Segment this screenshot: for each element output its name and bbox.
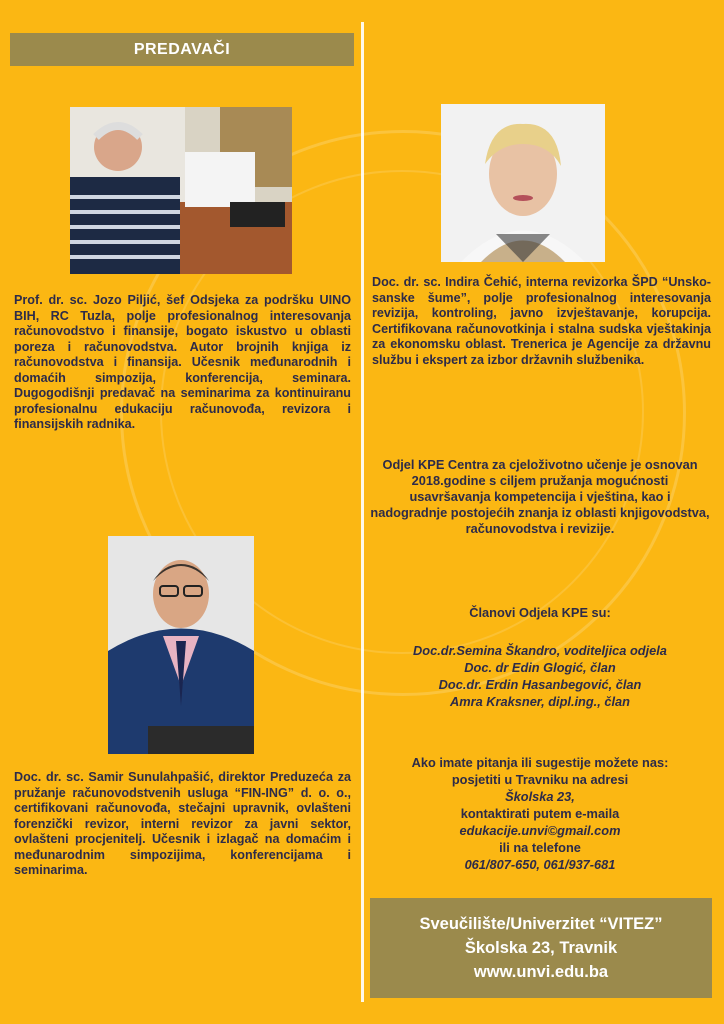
lecturer-bio-sunulahpasic <box>14 770 351 879</box>
members-list <box>370 642 710 710</box>
contact-info <box>370 754 710 873</box>
column-divider <box>361 22 364 1002</box>
members-title-text: Članovi Odjela KPE su: <box>469 605 611 620</box>
contact-line: kontaktirati putem e-maila <box>460 806 620 821</box>
contact-line: ili na telefone <box>499 840 581 855</box>
footer-box <box>370 898 712 998</box>
lecturer-bio-piljic <box>14 293 351 433</box>
member-item: Amra Kraksner, dipl.ing., član <box>450 694 630 709</box>
footer-address: Školska 23, Travnik <box>464 939 618 957</box>
lecturer-photo-piljic <box>70 107 292 274</box>
contact-line: Ako imate pitanja ili sugestije možete nas: <box>411 755 669 770</box>
footer-website-link[interactable]: www.unvi.edu.ba <box>473 963 609 981</box>
member-item: Doc.dr.Semina Škandro, voditeljica odjela <box>413 643 667 658</box>
page-title <box>10 33 354 66</box>
contact-phones: 061/807-650, 061/937-681 <box>464 857 616 872</box>
contact-address: Školska 23, <box>505 789 575 804</box>
member-item: Doc. dr Edin Glogić, član <box>464 660 616 675</box>
lecturer-photo-sunulahpasic <box>108 536 254 754</box>
department-intro <box>370 457 710 537</box>
footer-university-name: Sveučilište/Univerzitet “VITEZ” <box>419 915 663 933</box>
member-item: Doc.dr. Erdin Hasanbegović, član <box>438 677 642 692</box>
contact-line: posjetiti u Travniku na adresi <box>451 772 629 787</box>
contact-email[interactable]: edukacije.unvi©gmail.com <box>459 823 621 838</box>
lecturer-bio-text: Doc. dr. sc. Samir Sunulahpašić, direktor Preduzeća za pružanje računovodstvenih usluga “FIN-ING” d. o. o., certifikovani računovođa, stečajni upravnik, ovlašteni forenzički revizor, interni revizor za javni sektor, ovlašteni procjenitelj. Učesnik i izlagač na domaćim i međunarodnim simpozijima, konferencijama i seminarima. <box>14 770 351 877</box>
lecturer-photo-cehic <box>441 104 605 262</box>
lecturer-bio-cehic <box>372 275 711 368</box>
lecturer-bio-text: Prof. dr. sc. Jozo Piljić, šef Odsjeka za podršku UINO BIH, RC Tuzla, polje profesionalnog interesovanja računovodstvo i finansije, bogato iskustvo u oblasti poreza i računovodstva. Autor brojnih knjiga iz računovodstva i finansija. Učesnik međunarodnih i domaćih simpozija, konferencija, seminara. Dugogodišnji predavač na seminarima za kontinuiranu profesionalnu edukaciju računovođa, revizora i finansijskih radnika. <box>14 293 351 431</box>
page-title-text: PREDAVAČI <box>133 40 231 58</box>
lecturer-bio-text: Doc. dr. sc. Indira Čehić, interna revizorka ŠPD “Unsko-sanske šume”, polje profesionalnog interesovanja revizija, kontroling, javno izvještavanje, korupcija. Certifikovana računovotkinja i stalna sudska vještakinja za ekonomsku oblast. Trenerica je Agencije za državnu službu i ekspert za izbor državnih službenika. <box>372 275 711 367</box>
members-title <box>370 605 710 621</box>
department-intro-text: Odjel KPE Centra za cjeloživotno učenje je osnovan 2018.godine s ciljem pružanja mogućnosti usavršavanja kompetencija i vještina, kao i nadogradnje postojećih znanja iz oblasti knjigovodstva, računovodstva i revizije. <box>370 457 710 536</box>
